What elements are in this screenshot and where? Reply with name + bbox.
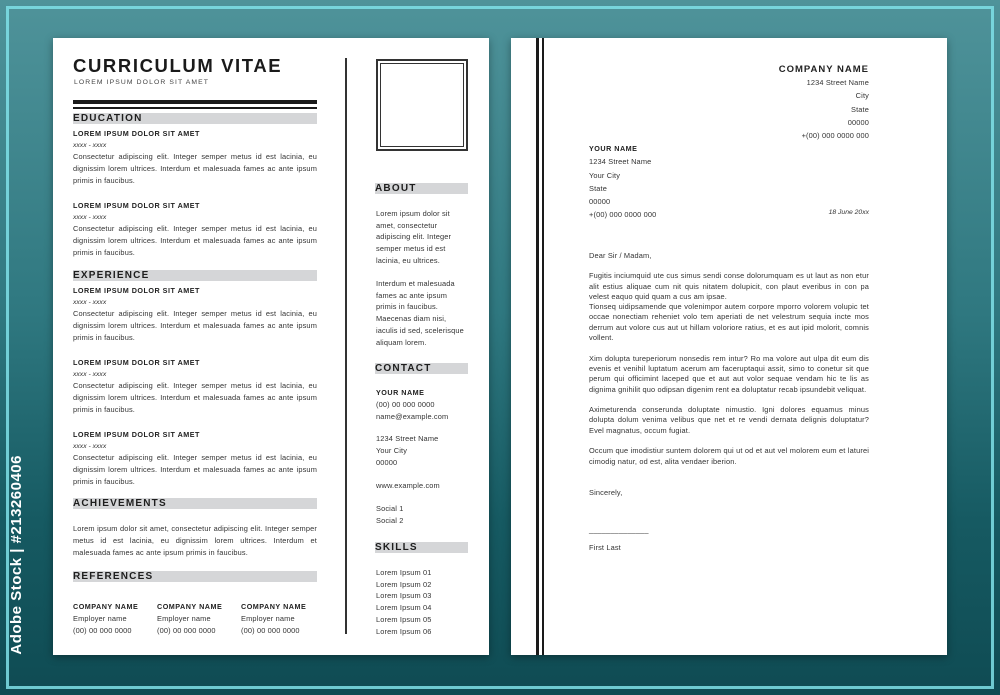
skill-item: Lorem Ipsum 06: [376, 626, 432, 636]
contact-website[interactable]: www.example.com: [376, 480, 440, 490]
greeting: Dear Sir / Madam,: [589, 251, 652, 260]
cv-subtitle: LOREM IPSUM DOLOR SIT AMET: [74, 79, 209, 86]
contact-email[interactable]: name@example.com: [376, 411, 449, 421]
paragraph: Xim dolupta tureperiorum nonsedis rem intur? Ro ma volore aut ulpa dit eum dis evenis et venihil luptatum acerum am faceruptaqui assit, simo to conetur sit que perum qui officimint laceped que et aut aut volor sequae vendam hic te lis as dignima gnihilit quo odipsan digenim rent ea doluptatur recab ipsundebit veliquat.: [589, 353, 869, 394]
sender-zip: 00000: [589, 197, 611, 207]
item-date: xxxx - xxxx: [73, 214, 107, 221]
about-heading: ABOUT: [375, 183, 468, 194]
about-text-1: Lorem ipsum dolor sit amet, consectetur adipiscing elit. Integer semper metus id est lacinia, eu ultrices.: [376, 209, 452, 265]
sender-state: State: [589, 183, 608, 193]
references-heading: REFERENCES: [73, 571, 317, 582]
thick-rule: [73, 100, 317, 104]
item-date: xxxx - xxxx: [73, 443, 107, 450]
sender-address: [589, 142, 656, 222]
reference-company: COMPANY NAME: [73, 602, 139, 611]
item-title: LOREM IPSUM DOLOR SIT AMET: [73, 201, 200, 210]
recipient-state: State: [850, 104, 869, 114]
paragraph: Aximeturenda conserunda doluptate nimustio. Igni dolores equamus minus dolupta dolum venima velibus que net et re vendi dernata delignis doluptatur? Evel magnatus, occum fugiat.: [589, 405, 869, 435]
item-title: LOREM IPSUM DOLOR SIT AMET: [73, 430, 200, 439]
recipient-company: COMPANY NAME: [778, 64, 869, 75]
recipient-phone: +(00) 000 0000 000: [801, 131, 869, 141]
sender-name: YOUR NAME: [589, 144, 638, 153]
reference-employer: Employer name: [241, 614, 295, 623]
cv-page: [53, 38, 489, 655]
thin-side-rule: [542, 38, 544, 655]
item-text: Consectetur adipiscing elit. Integer semper metus id est lacinia, eu dignissim lorem ultrices. Interdum et malesuada fames ac ante ipsum primis in faucibus.: [73, 309, 317, 342]
watermark: Adobe Stock | #213260406: [8, 455, 25, 655]
cover-letter-page: [511, 38, 947, 655]
skills-list: [376, 567, 432, 637]
achievements-text: Lorem ipsum dolor sit amet, consectetur adipiscing elit. Integer semper metus id est lacinia, eu dignissim lorem ultrices. Interdum et malesuada fames ac ante ipsum primis in faucibus.: [73, 524, 317, 557]
letter-body: [589, 251, 869, 554]
skill-item: Lorem Ipsum 01: [376, 568, 432, 577]
item-text: Consectetur adipiscing elit. Integer semper metus id est lacinia, eu dignissim lorem ultrices. Interdum et malesuada fames ac ante ipsum primis in faucibus.: [73, 152, 317, 185]
skill-item: Lorem Ipsum 03: [376, 591, 432, 601]
item-text: Consectetur adipiscing elit. Integer semper metus id est lacinia, eu dignissim lorem ultrices. Interdum et malesuada fames ac ante ipsum primis in faucibus.: [73, 224, 317, 257]
contact-social-1[interactable]: Social 1: [376, 504, 404, 514]
skill-item: Lorem Ipsum 02: [376, 579, 432, 589]
experience-item: [73, 285, 317, 344]
item-date: xxxx - xxxx: [73, 371, 107, 378]
paragraph: Tionseq uidipsamende que volenimpor autem corpore mporro volorem volupic tet occae nonectiam reheniet volo tem aperiati de net velestrum sequia incte mos derrum aut volore cus aut ut hillam voloriore ratius, et es aut ipid molorit, comnis vollent.: [589, 302, 869, 343]
paragraph: Occum que imodistiur suntem dolorem qui ut od et aut vel molorem eum et laturei cimodig natur, od est, alita vendaer iberion.: [589, 446, 869, 466]
reference-phone: (00) 00 000 0000: [241, 626, 300, 635]
signature-line: ______________: [589, 524, 649, 534]
thick-side-rule: [536, 38, 539, 655]
item-title: LOREM IPSUM DOLOR SIT AMET: [73, 286, 200, 295]
reference-company: COMPANY NAME: [157, 602, 223, 611]
experience-heading: EXPERIENCE: [73, 270, 317, 281]
recipient-zip: 00000: [847, 117, 869, 127]
achievements-heading: ACHIEVEMENTS: [73, 498, 317, 509]
sender-street: 1234 Street Name: [589, 157, 652, 167]
reference-employer: Employer name: [73, 614, 127, 623]
item-date: xxxx - xxxx: [73, 142, 107, 149]
contact-social-2[interactable]: Social 2: [376, 515, 404, 525]
contact-zip: 00000: [376, 457, 398, 467]
reference-company: COMPANY NAME: [241, 602, 307, 611]
experience-item: [73, 357, 317, 416]
letter-date: 18 June 20xx: [828, 209, 869, 216]
recipient-street: 1234 Street Name: [806, 78, 869, 87]
sender-phone: +(00) 000 0000 000: [589, 210, 657, 220]
reference-phone: (00) 00 000 0000: [73, 626, 132, 635]
education-item: [73, 200, 317, 259]
item-title: LOREM IPSUM DOLOR SIT AMET: [73, 129, 200, 138]
closing: Sincerely,: [589, 487, 623, 497]
experience-item: [73, 429, 317, 488]
item-date: xxxx - xxxx: [73, 299, 107, 306]
reference-item: [157, 601, 222, 637]
signature-name: First Last: [589, 542, 621, 552]
item-title: LOREM IPSUM DOLOR SIT AMET: [73, 358, 200, 367]
thin-rule: [73, 107, 317, 109]
item-text: Consectetur adipiscing elit. Integer semper metus id est lacinia, eu dignissim lorem ultrices. Interdum et malesuada fames ac ante ipsum primis in faucibus.: [73, 453, 317, 486]
recipient-city: City: [855, 91, 869, 101]
contact-info: [376, 387, 448, 527]
about-text-2: Interdum et malesuada fames ac ante ipsum primis in faucibus. Maecenas diam nisi, iaculis id sed, scelerisque aliquam lorem.: [376, 279, 464, 347]
contact-street: 1234 Street Name: [376, 434, 439, 444]
contact-name: YOUR NAME: [376, 388, 425, 397]
paragraph: Fugitis inciumquid ute cus simus sendi conse dolorumquam es ut laut as non etur alit estius aliquae cum nit quis nitatem dolupicit, con plaut everibus in con pa velest eaquo quid quam a cus am ipsae.: [589, 271, 869, 301]
reference-item: [241, 601, 306, 637]
item-text: Consectetur adipiscing elit. Integer semper metus id est lacinia, eu dignissim lorem ultrices. Interdum et malesuada fames ac ante ipsum primis in faucibus.: [73, 381, 317, 414]
cv-title: CURRICULUM VITAE: [73, 55, 283, 76]
photo-placeholder[interactable]: [376, 59, 468, 151]
education-heading: EDUCATION: [73, 113, 317, 124]
contact-phone: (00) 00 000 0000: [376, 400, 435, 409]
skills-heading: SKILLS: [375, 542, 468, 553]
reference-item: [73, 601, 138, 637]
education-item: [73, 128, 317, 187]
contact-city: Your City: [376, 446, 408, 456]
sender-city: Your City: [589, 170, 621, 180]
reference-employer: Employer name: [157, 614, 211, 623]
contact-heading: CONTACT: [375, 363, 468, 374]
column-divider: [345, 58, 347, 634]
recipient-address: [669, 63, 869, 142]
reference-phone: (00) 00 000 0000: [157, 626, 216, 635]
skill-item: Lorem Ipsum 05: [376, 614, 432, 624]
skill-item: Lorem Ipsum 04: [376, 603, 432, 613]
